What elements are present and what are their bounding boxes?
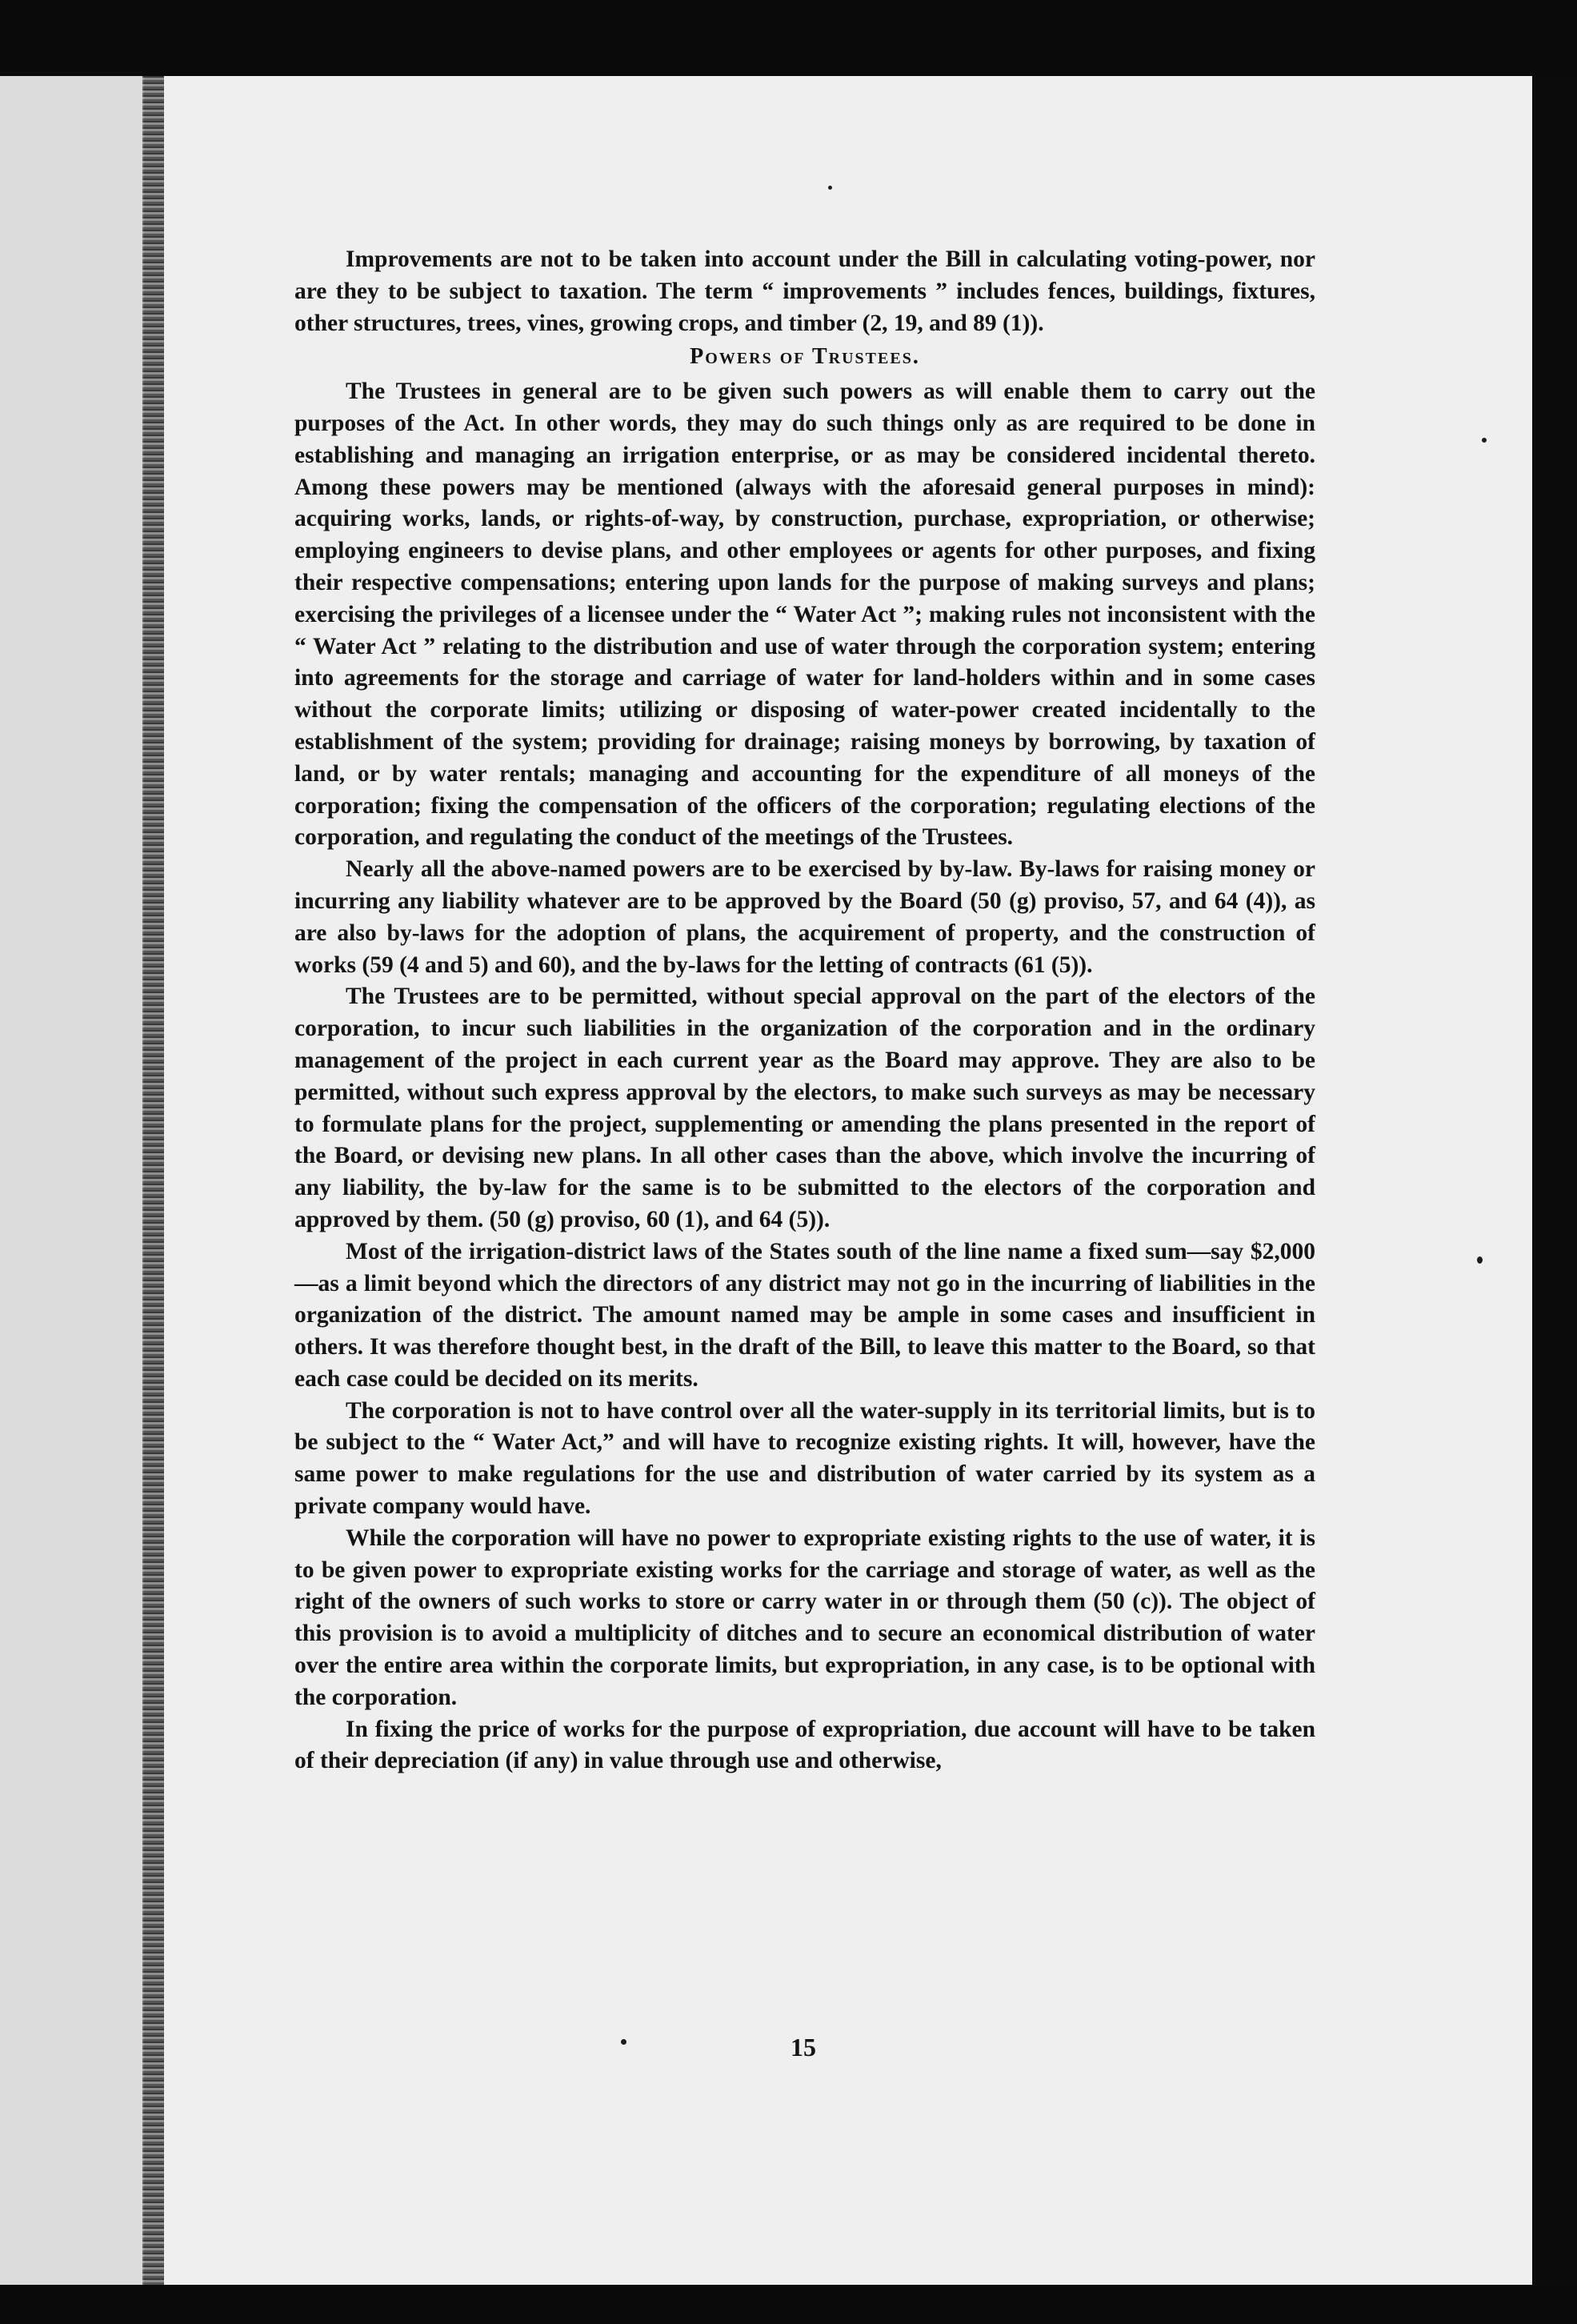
paragraph-by-laws: Nearly all the above-named powers are to be exercised by by-law. By-laws for raising money or incurring any liability whatever are to be approved by the Board (50 (g) proviso, 57, and 64 (4)), as are also by-laws for the adoption of plans, the acquirement of property, and the construction of works (59 (4 and 5) and 60), and the by-laws for the letting of contracts (61 (5)). [294, 856, 1315, 978]
book-binding-gutter [142, 76, 165, 2285]
scan-speck [1482, 438, 1487, 443]
page-body [294, 244, 1315, 1777]
page-number: 15 [791, 2033, 816, 2062]
scan-right-border [1532, 76, 1577, 2285]
paragraph-fixed-sum: Most of the irrigation-district laws of the States south of the line name a fixed sum—say $2,000—as a limit beyond which the directors of any district may not go in the incurring of liabilities in the organization of the district. The amount named may be ample in some cases and insufficient in others. It was therefore thought best, in the draft of the Bill, to leave this matter to the Board, so that each case could be decided on its merits. [294, 1238, 1315, 1392]
scan-bottom-border [0, 2285, 1577, 2324]
section-heading: Powers of Trustees. [690, 344, 920, 370]
scan-top-border [0, 0, 1577, 76]
facing-page-edge [0, 76, 144, 2285]
scan-speck [1477, 1256, 1483, 1264]
paragraph-price-of-works: In fixing the price of works for the purpose of expropriation, due account will have to be taken of their depreciation (if any) in value through use and otherwise, [294, 1716, 1315, 1774]
paragraph-expropriation: While the corporation will have no power to expropriate existing rights to the use of water, it is to be given power to expropriate existing works for the carriage and storage of water, as well as the right of the owners of such works to store or carry water in or through them (50 (c)). The object of this provision is to avoid a multiplicity of ditches and to secure an economical distribution of water over the entire area within the corporate limits, but expropriation, in any case, is to be optional with the corporation. [294, 1525, 1315, 1710]
paragraph-water-supply: The corporation is not to have control over all the water-supply in its territorial limits, but is to be subject to the “ Water Act,” and will have to recognize existing rights. It will, however, have the same power to make regulations for the use and distribution of water carried by its system as a private company would have. [294, 1397, 1315, 1520]
scan-speck [621, 2039, 626, 2045]
paragraph-improvements: Improvements are not to be taken into account under the Bill in calculating voting-power, nor are they to be subject to taxation. The term “ improvements ” includes fences, buildings, fixtures, other structures, trees, vines, growing crops, and timber (2, 19, and 89 (1)). [294, 246, 1315, 336]
scan-speck [828, 186, 832, 190]
paragraph-trustee-powers: The Trustees in general are to be given such powers as will enable them to carry out the purposes of the Act. In other words, they may do such things only as are required to be done in establishing and managing an irrigation enterprise, or as may be considered incidental thereto. Among these powers may be mentioned (always with the aforesaid general purposes in mind): acquiring works, lands, or rights-of-way, by construction, purchase, expropriation, or otherwise; employing engineers to devise plans, and other employees or agents for other purposes, and fixing their respective compensations; entering upon lands for the purpose of making surveys and plans; exercising the privileges of a licensee under the “ Water Act ”; making rules not inconsistent with the “ Water Act ” relating to the distribution and use of water through the corporation system; entering into agreements for the storage and carriage of water for land-holders within and in some cases without the corporate limits; utilizing or disposing of water-power created incidentally to the establishment of the system; providing for drainage; raising moneys by borrowing, by taxation of land, or by water rentals; managing and accounting for the expenditure of all moneys of the corporation; fixing the compensation of the officers of the corporation; regulating elections of the corporation, and regulating the conduct of the meetings of the Trustees. [294, 379, 1315, 851]
paragraph-liabilities: The Trustees are to be permitted, without special approval on the part of the electors of the corporation, to incur such liabilities in the organization of the corporation and in the ordinary management of the project in each current year as the Board may approve. They are also to be permitted, without such express approval by the electors, to make such surveys as may be necessary to formulate plans for the project, supplementing or amending the plans presented in the report of the Board, or devising new plans. In all other cases than the above, which involve the incurring of any liability, the by-law for the same is to be submitted to the electors of the corporation and approved by them. (50 (g) proviso, 60 (1), and 64 (5)). [294, 984, 1315, 1232]
